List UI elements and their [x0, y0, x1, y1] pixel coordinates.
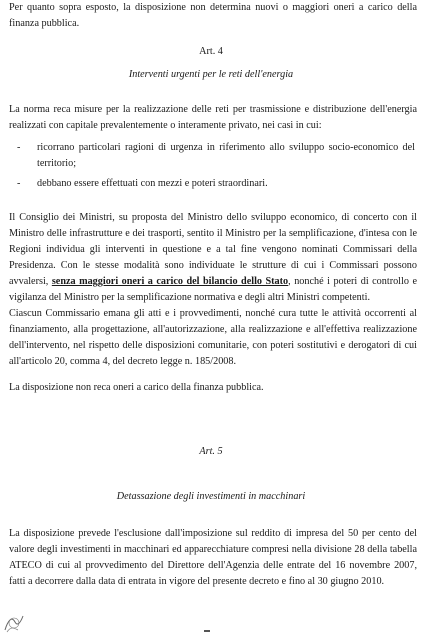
art4-heading: Art. 4 [199, 46, 223, 57]
bullet-text: debbano essere effettuati con mezzi e poteri straordinari. [37, 178, 268, 189]
art4-paragraph-2-before: Il Consiglio dei Ministri, su proposta del Ministro dello sviluppo economico, di concerto con il Ministro delle infrastrutture e dei trasporti, sentito il Ministro per la semplificazione, d'intesa con le Regioni individua gli interventi in questione e a tal fine vengono nominati Commissari della Presidenza. Con le stesse modalità sono individuate le strutture di cui i Commissari possono avvalersi, [9, 212, 417, 287]
bullet-dash: - [17, 142, 21, 153]
bullet-item [17, 140, 417, 172]
stamp-mark-icon [2, 610, 26, 634]
art4-paragraph-2-emphasis: senza maggiori oneri a carico del bilancio dello Stato [51, 276, 289, 287]
art4-paragraph-2 [9, 210, 417, 306]
art4-intro: La norma reca misure per la realizzazione delle reti per trasmissione e distribuzione dell'energia realizzati con capitale prevalentemente o interamente privato, nei casi in cui: [9, 104, 417, 131]
bullet-dash: - [17, 178, 21, 189]
art4-paragraph-2-after: , nonché i poteri di controllo e vigilanza del Ministro per la semplificazione normativa e degli altri Ministri competenti. [9, 276, 417, 303]
bullet-text: ricorrano particolari ragioni di urgenza in riferimento allo sviluppo socio-economico del territorio; [37, 142, 415, 169]
art5-heading: Art. 5 [199, 446, 223, 457]
scan-speck [204, 630, 210, 632]
top-paragraph: Per quanto sopra esposto, la disposizione non determina nuovi o maggiori oneri a carico della finanza pubblica. [9, 2, 417, 29]
art4-paragraph-3: Ciascun Commissario emana gli atti e i provvedimenti, nonché cura tutte le attività occorrenti al finanziamento, alla progettazione, all'autorizzazione, alla realizzazione e all'effettiva realizzazione dell'intervento, nel rispetto delle disposizioni comunitarie, con poteri sostitutivi e derogatori di cui all'articolo 20, comma 4, del decreto legge n. 185/2008. [9, 308, 417, 367]
art5-paragraph-1: La disposizione prevede l'esclusione dall'imposizione sul reddito di impresa del 50 per cento del valore degli investimenti in macchinari ed apparecchiature compresi nella divisione 28 della tabella ATECO di cui al provvedimento del Direttore dell'Agenzia delle entrate del 16 novembre 2007, fatti a decorrere dalla data di entrata in vigore del presente decreto e fino al 30 giugno 2010. [9, 528, 417, 587]
bullet-item [17, 176, 417, 192]
art4-paragraph-4: La disposizione non reca oneri a carico della finanza pubblica. [9, 382, 264, 393]
art4-subtitle: Interventi urgenti per le reti dell'energia [128, 69, 294, 80]
art5-subtitle: Detassazione degli investimenti in macchinari [116, 491, 306, 502]
